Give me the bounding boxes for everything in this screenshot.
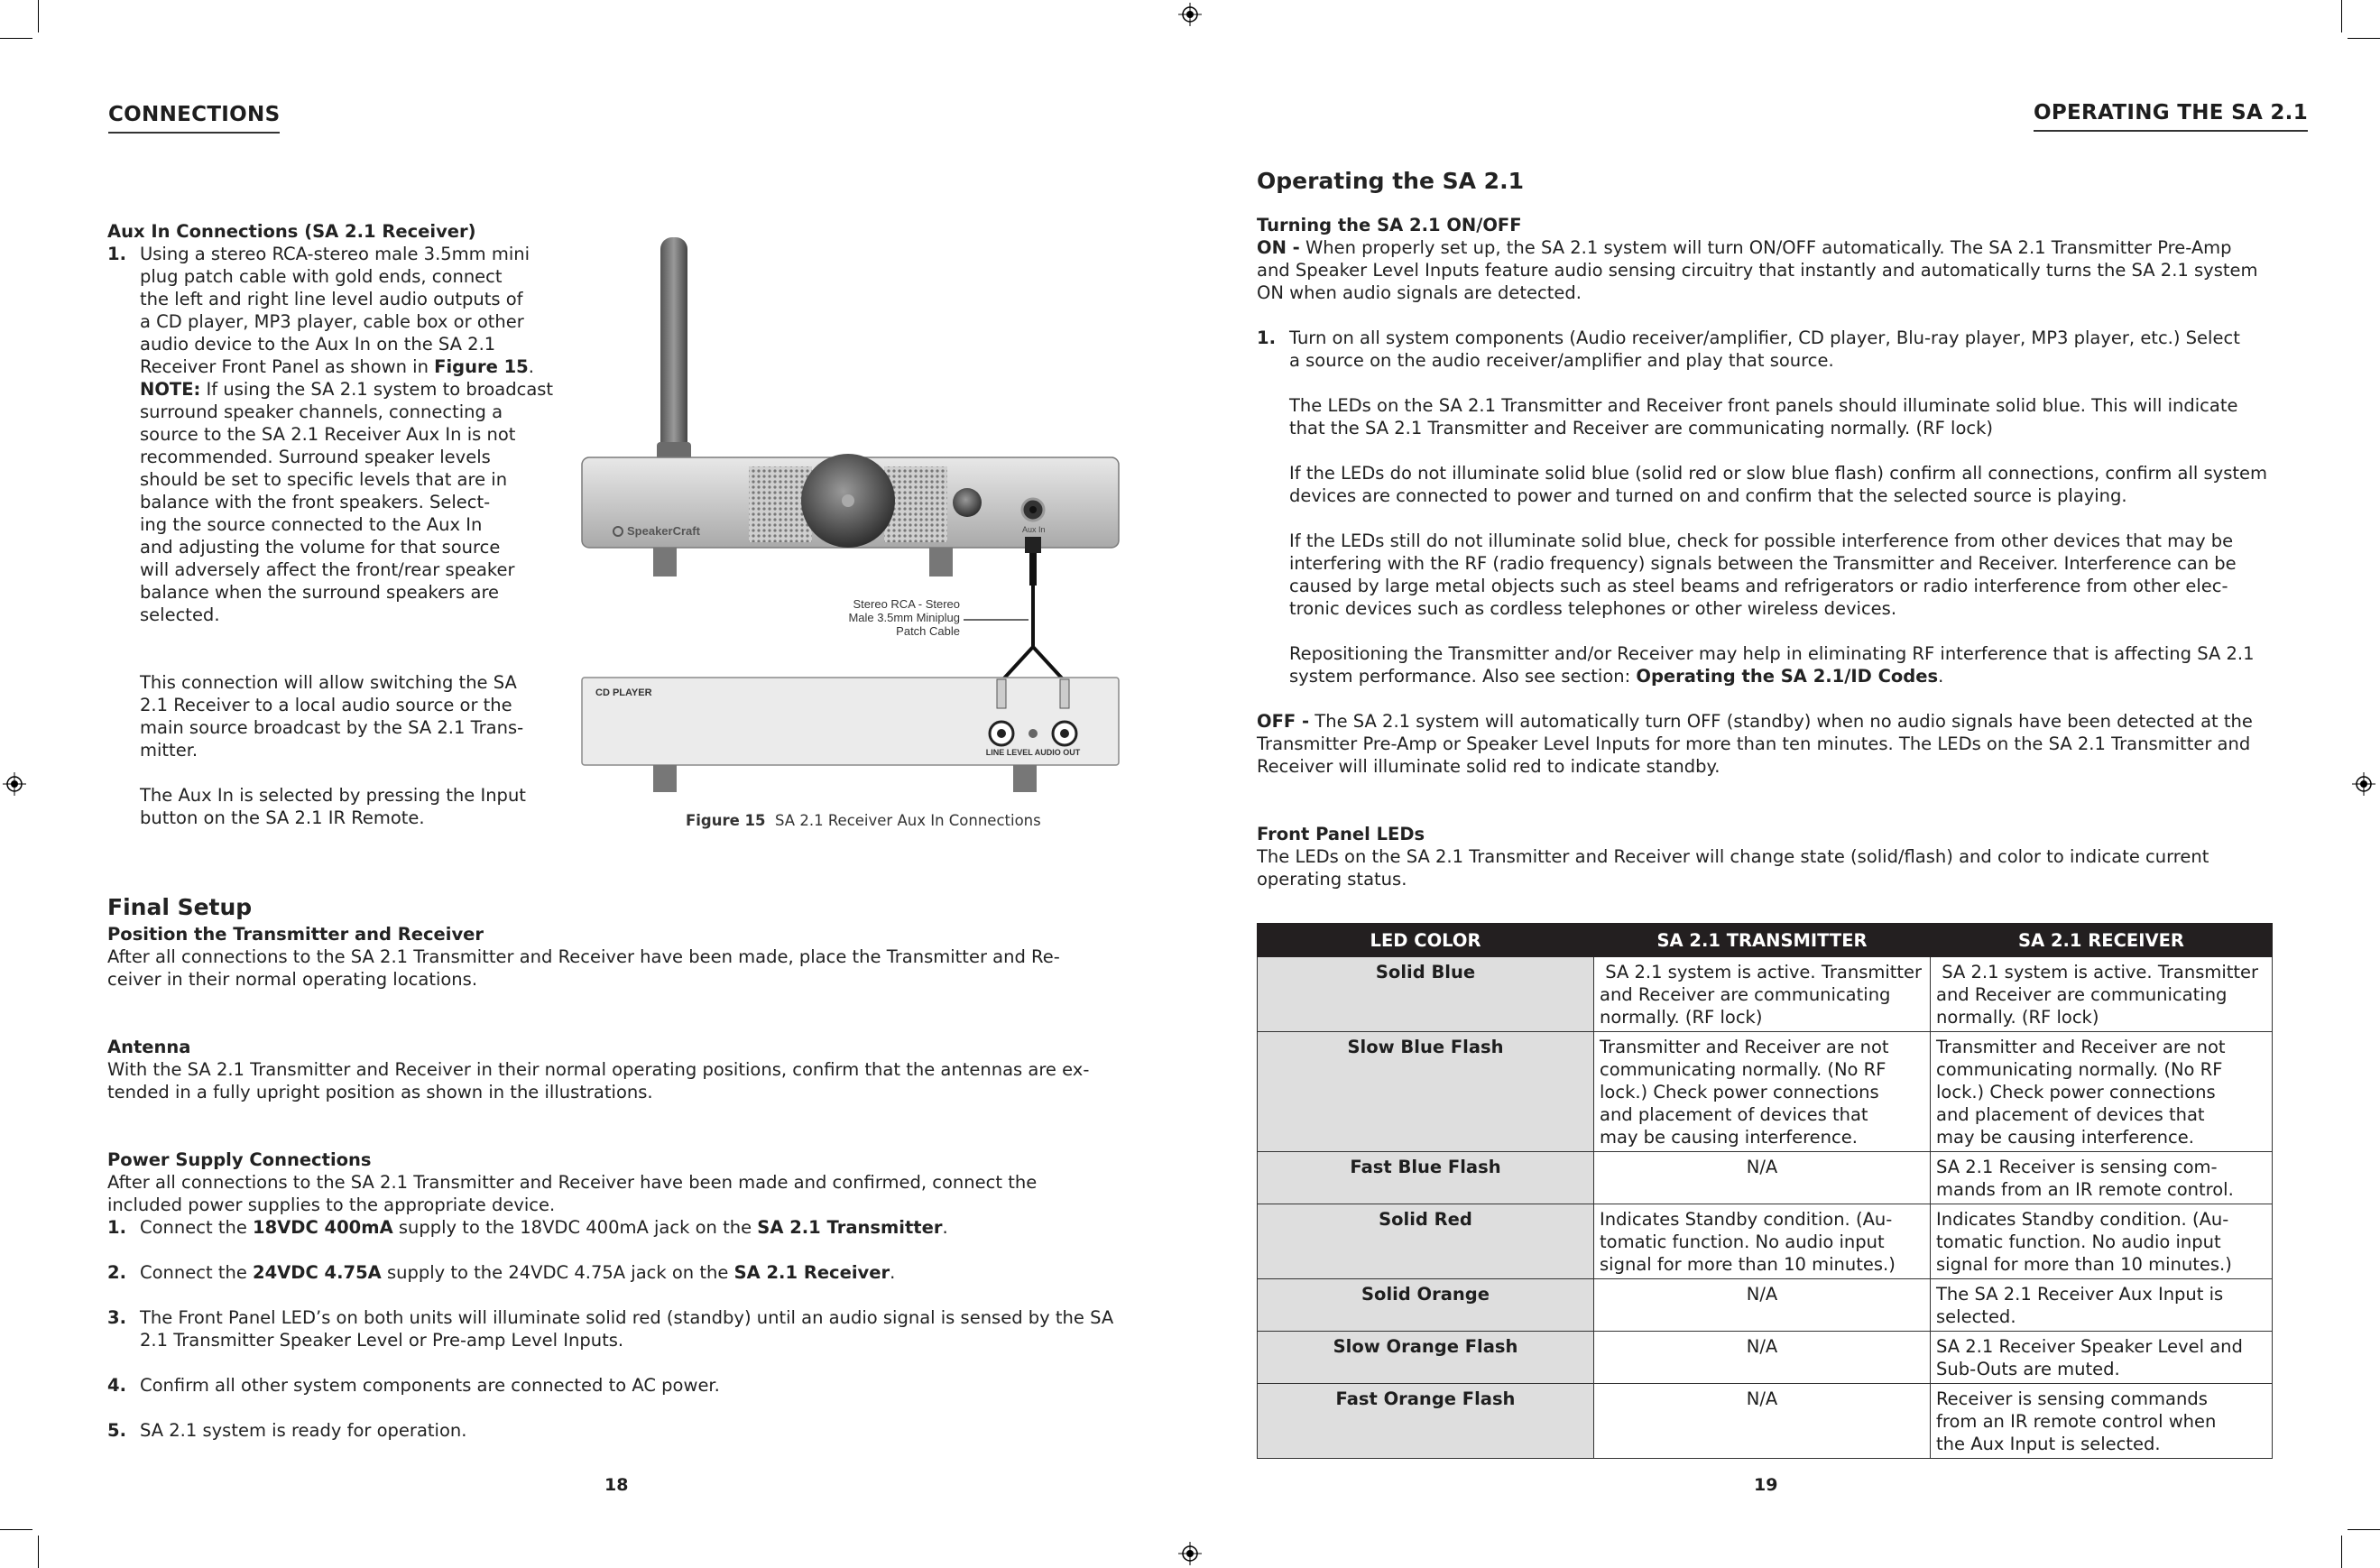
position-heading: Position the Transmitter and Receiver bbox=[107, 924, 484, 945]
text-line: surround speaker channels, connecting a bbox=[140, 401, 503, 422]
cell-line: communicating normally. (No RF bbox=[1600, 1059, 1886, 1080]
antenna-heading: Antenna bbox=[107, 1037, 191, 1057]
crop-mark bbox=[38, 1536, 39, 1568]
cell-line: SA 2.1 system is active. Transmitter bbox=[1936, 962, 2259, 982]
registration-mark-icon bbox=[3, 772, 26, 796]
receiver-cell bbox=[1931, 1384, 2273, 1459]
table-row bbox=[1258, 1332, 2273, 1384]
power-step-3 bbox=[107, 1306, 1127, 1351]
text-line: balance with the front speakers. Select- bbox=[140, 492, 491, 512]
table-row bbox=[1258, 1384, 2273, 1459]
cell-line: and Receiver are communicating bbox=[1600, 984, 1891, 1005]
power-step-5 bbox=[107, 1419, 1127, 1442]
text-line: Turn on all system components (Audio receiver/amplifier, CD player, Blu-ray player, MP3 player, etc.) Select bbox=[1289, 327, 2240, 348]
brand-logo: SpeakerCraft bbox=[627, 524, 700, 538]
crop-mark bbox=[0, 1529, 32, 1530]
table-header-row bbox=[1258, 924, 2273, 957]
crop-mark bbox=[38, 0, 39, 32]
power-step-1 bbox=[107, 1216, 1127, 1239]
text-line: recommended. Surround speaker levels bbox=[140, 447, 491, 467]
cell-line: Indicates Standby condition. (Au- bbox=[1936, 1209, 2229, 1230]
figure-label: Figure 15 bbox=[686, 812, 766, 829]
registration-mark-icon bbox=[1178, 3, 1202, 26]
led-color-cell: Solid Orange bbox=[1258, 1279, 1594, 1332]
cell-line: communicating normally. (No RF bbox=[1936, 1059, 2223, 1080]
cell-line: normally. (RF lock) bbox=[1936, 1007, 2099, 1028]
text-run: SA 2.1 system is ready for operation. bbox=[140, 1420, 467, 1441]
figure-reference: Figure 15 bbox=[434, 356, 529, 377]
text-run: Connect the bbox=[140, 1217, 254, 1238]
step-number: 1. bbox=[107, 1217, 126, 1238]
transmitter-cell bbox=[1594, 1152, 1931, 1204]
section-header-operating: OPERATING THE SA 2.1 bbox=[2034, 101, 2308, 132]
aux-in-heading: Aux In Connections (SA 2.1 Receiver) bbox=[107, 221, 476, 242]
text-line: If the LEDs still do not illuminate solid blue, check for possible interference from other devices that may be bbox=[1289, 530, 2234, 551]
led-color-cell: Solid Blue bbox=[1258, 957, 1594, 1032]
text-line: the left and right line level audio outputs of bbox=[140, 289, 523, 309]
table-row bbox=[1258, 1279, 2273, 1332]
step-number: 1. bbox=[1257, 327, 1276, 348]
led-status-table bbox=[1257, 923, 2273, 1459]
aux-in-step-1 bbox=[107, 243, 558, 829]
registration-mark-icon bbox=[2352, 772, 2375, 796]
text-run: The SA 2.1 system will automatically turn OFF (standby) when no audio signals have been detected at the bbox=[1309, 711, 2253, 732]
text-run: supply to the 18VDC 400mA jack on the bbox=[392, 1217, 758, 1238]
off-label: OFF - bbox=[1257, 711, 1310, 732]
table-row bbox=[1258, 1204, 2273, 1279]
transmitter-cell bbox=[1594, 1332, 1931, 1384]
text-run: . bbox=[528, 356, 534, 377]
text-line: The Aux In is selected by pressing the Input bbox=[140, 785, 526, 806]
text-line: interfering with the RF (radio frequency) signals between the Transmitter and Receiver. Interference can be bbox=[1289, 553, 2237, 574]
power-supply-heading: Power Supply Connections bbox=[107, 1149, 372, 1170]
cell-line: may be causing interference. bbox=[1600, 1127, 1858, 1148]
cell-line: lock.) Check power connections bbox=[1936, 1082, 2216, 1102]
text-line: The LEDs on the SA 2.1 Transmitter and Receiver front panels should illuminate solid blue. This will indicate bbox=[1289, 395, 2238, 416]
transmitter-cell bbox=[1594, 1032, 1931, 1152]
step-number: 4. bbox=[107, 1375, 126, 1396]
cell-line: Receiver is sensing commands bbox=[1936, 1388, 2208, 1409]
text-bold: 24VDC 4.75A bbox=[253, 1262, 382, 1283]
text-line: balance when the surround speakers are bbox=[140, 582, 500, 603]
cell-line: may be causing interference. bbox=[1936, 1127, 2194, 1148]
text-run: Connect the bbox=[140, 1262, 254, 1283]
cell-line: and Receiver are communicating bbox=[1936, 984, 2228, 1005]
text-line: and adjusting the volume for that source bbox=[140, 537, 501, 558]
patch-cable bbox=[1001, 586, 1065, 681]
text-bold: SA 2.1 Transmitter bbox=[757, 1217, 943, 1238]
cable-label: Stereo RCA - Stereo bbox=[853, 597, 960, 611]
cell-line: tomatic function. No audio input bbox=[1600, 1231, 1885, 1252]
text-line bbox=[1257, 236, 2285, 259]
onoff-heading: Turning the SA 2.1 ON/OFF bbox=[1257, 215, 1522, 235]
crop-mark bbox=[2348, 1529, 2380, 1530]
text-line: that the SA 2.1 Transmitter and Receiver are communicating normally. (RF lock) bbox=[1289, 418, 1993, 438]
text-line: tended in a fully upright position as shown in the illustrations. bbox=[107, 1082, 653, 1102]
text-run: If using the SA 2.1 system to broadcast bbox=[200, 379, 554, 400]
table-row bbox=[1258, 1032, 2273, 1152]
text-line: selected. bbox=[140, 604, 220, 625]
table-row bbox=[1258, 957, 2273, 1032]
text-bold: 18VDC 400mA bbox=[253, 1217, 393, 1238]
text-line: The LEDs on the SA 2.1 Transmitter and Receiver will change state (solid/flash) and color to indicate current bbox=[1257, 846, 2209, 867]
text-run: . bbox=[942, 1217, 948, 1238]
receiver-cell bbox=[1931, 1204, 2273, 1279]
cell-line: The SA 2.1 Receiver Aux Input is bbox=[1936, 1284, 2224, 1305]
text-line: mitter. bbox=[140, 740, 198, 761]
text-line: This connection will allow switching the SA bbox=[140, 672, 517, 693]
text-line: a source on the audio receiver/amplifier and play that source. bbox=[1289, 350, 1834, 371]
led-color-cell: Fast Orange Flash bbox=[1258, 1384, 1594, 1459]
miniplug-icon bbox=[1025, 537, 1041, 553]
cell-line: and placement of devices that bbox=[1936, 1104, 2205, 1125]
text-line: audio device to the Aux In on the SA 2.1 bbox=[140, 334, 496, 355]
text-line: After all connections to the SA 2.1 Transmitter and Receiver have been made, place the Transmitter and Re- bbox=[107, 946, 1060, 967]
text-line: Receiver will illuminate solid red to indicate standby. bbox=[1257, 756, 1720, 777]
text-line: button on the SA 2.1 IR Remote. bbox=[140, 807, 425, 828]
cell-line: and placement of devices that bbox=[1600, 1104, 1868, 1125]
cell-line: normally. (RF lock) bbox=[1600, 1007, 1763, 1028]
led-color-cell: Slow Blue Flash bbox=[1258, 1032, 1594, 1152]
cell-line: Transmitter and Receiver are not bbox=[1936, 1037, 2226, 1057]
note-label: NOTE: bbox=[140, 379, 201, 400]
led-status-table-wrapper bbox=[1257, 923, 2273, 1459]
power-step-4 bbox=[107, 1374, 1127, 1397]
caption-text: SA 2.1 Receiver Aux In Connections bbox=[775, 812, 1041, 829]
cell-line: from an IR remote control when bbox=[1936, 1411, 2217, 1432]
text-line: operating status. bbox=[1257, 869, 1407, 890]
text-line: main source broadcast by the SA 2.1 Trans- bbox=[140, 717, 524, 738]
crop-mark bbox=[2348, 38, 2380, 39]
transmitter-cell bbox=[1594, 1384, 1931, 1459]
text-line: tronic devices such as cordless telephones or other wireless devices. bbox=[1289, 598, 1897, 619]
final-setup-heading: Final Setup bbox=[107, 894, 253, 920]
text-line: Using a stereo RCA-stereo male 3.5mm mini bbox=[140, 244, 530, 264]
cable-label: Male 3.5mm Miniplug bbox=[848, 611, 960, 624]
cell-line: signal for more than 10 minutes.) bbox=[1936, 1254, 2232, 1275]
cable-label: Patch Cable bbox=[896, 624, 960, 638]
section-header-connections: CONNECTIONS bbox=[108, 103, 280, 134]
cell-line: SA 2.1 system is active. Transmitter bbox=[1600, 962, 1923, 982]
cell-line: N/A bbox=[1746, 1157, 1778, 1177]
column-header: SA 2.1 RECEIVER bbox=[1931, 924, 2273, 957]
text-line: caused by large metal objects such as steel beams and refrigerators or radio interference from other elec- bbox=[1289, 576, 2228, 596]
text-line: 2.1 Transmitter Speaker Level or Pre-amp Level Inputs. bbox=[140, 1330, 624, 1351]
power-step-2 bbox=[107, 1261, 1127, 1284]
cell-line: Sub-Outs are muted. bbox=[1936, 1359, 2120, 1379]
transmitter-cell bbox=[1594, 1204, 1931, 1279]
antenna-icon bbox=[657, 237, 691, 478]
led-color-cell: Slow Orange Flash bbox=[1258, 1332, 1594, 1384]
transmitter-cell bbox=[1594, 957, 1931, 1032]
table-row bbox=[1258, 1152, 2273, 1204]
text-line: ceiver in their normal operating locations. bbox=[107, 969, 478, 990]
text-line: With the SA 2.1 Transmitter and Receiver in their normal operating positions, confirm that the antennas are ex- bbox=[107, 1059, 1090, 1080]
text-line: ON when audio signals are detected. bbox=[1257, 282, 1582, 303]
input-button-icon bbox=[953, 488, 982, 517]
text-line: 2.1 Receiver to a local audio source or the bbox=[140, 695, 512, 715]
text-run: Receiver Front Panel as shown in bbox=[140, 356, 435, 377]
step-number: 2. bbox=[107, 1262, 126, 1283]
cell-line: SA 2.1 Receiver Speaker Level and bbox=[1936, 1336, 2243, 1357]
text-run: . bbox=[890, 1262, 896, 1283]
cd-player-label: CD PLAYER bbox=[595, 687, 652, 698]
front-panel-leds-heading: Front Panel LEDs bbox=[1257, 824, 1425, 844]
final-setup-section bbox=[107, 896, 1127, 1442]
text-run: When properly set up, the SA 2.1 system will turn ON/OFF automatically. The SA 2.1 Transmitter Pre-Amp bbox=[1299, 237, 2232, 258]
text-line bbox=[1257, 710, 2285, 733]
text-line bbox=[140, 378, 558, 401]
cell-line: Transmitter and Receiver are not bbox=[1600, 1037, 1889, 1057]
on-label: ON - bbox=[1257, 237, 1300, 258]
step-number: 5. bbox=[107, 1420, 126, 1441]
text-run: . bbox=[1938, 666, 1944, 687]
crop-mark bbox=[0, 38, 32, 39]
figure-caption bbox=[686, 812, 1041, 829]
cell-line: mands from an IR remote control. bbox=[1936, 1179, 2234, 1200]
cell-line: lock.) Check power connections bbox=[1600, 1082, 1879, 1102]
receiver-cell bbox=[1931, 1279, 2273, 1332]
text-line bbox=[1289, 665, 2285, 687]
figure-15-illustration bbox=[577, 230, 1137, 807]
section-reference: Operating the SA 2.1/ID Codes bbox=[1636, 666, 1939, 687]
line-level-label: LINE LEVEL AUDIO OUT bbox=[985, 748, 1081, 757]
crop-mark bbox=[2341, 0, 2342, 32]
text-bold: SA 2.1 Receiver bbox=[733, 1262, 890, 1283]
page-number: 19 bbox=[1754, 1475, 1778, 1495]
crop-mark bbox=[2341, 1536, 2342, 1568]
text-line: and Speaker Level Inputs feature audio sensing circuitry that instantly and automatically turns the SA 2.1 system bbox=[1257, 260, 2258, 281]
text-run: Confirm all other system components are connected to AC power. bbox=[140, 1375, 720, 1396]
cell-line: N/A bbox=[1746, 1284, 1778, 1305]
cell-line: selected. bbox=[1936, 1306, 2016, 1327]
cell-line: the Aux Input is selected. bbox=[1936, 1434, 2161, 1454]
text-line: Repositioning the Transmitter and/or Receiver may help in eliminating RF interference that is affecting SA 2.1 bbox=[1289, 643, 2255, 664]
text-line: source to the SA 2.1 Receiver Aux In is not bbox=[140, 424, 516, 445]
text-line: included power supplies to the appropriate device. bbox=[107, 1194, 556, 1215]
cell-line: Indicates Standby condition. (Au- bbox=[1600, 1209, 1893, 1230]
text-line: will adversely affect the front/rear speaker bbox=[140, 559, 515, 580]
registration-mark-icon bbox=[1178, 1542, 1202, 1565]
operating-section bbox=[1257, 170, 2285, 890]
text-run: supply to the 24VDC 4.75A jack on the bbox=[381, 1262, 734, 1283]
text-line: should be set to specific levels that are in bbox=[140, 469, 508, 490]
text-line bbox=[140, 355, 558, 378]
transmitter-cell bbox=[1594, 1279, 1931, 1332]
text-line: ing the source connected to the Aux In bbox=[140, 514, 483, 535]
cell-line: N/A bbox=[1746, 1336, 1778, 1357]
step-number: 1. bbox=[107, 244, 126, 264]
cell-line: tomatic function. No audio input bbox=[1936, 1231, 2221, 1252]
receiver-cell bbox=[1931, 1032, 2273, 1152]
text-line: plug patch cable with gold ends, connect bbox=[140, 266, 503, 287]
operating-step-1 bbox=[1257, 327, 2285, 687]
text-line: Transmitter Pre-Amp or Speaker Level Inputs for more than ten minutes. The LEDs on the SA 2.1 Transmitter and bbox=[1257, 733, 2251, 754]
cell-line: N/A bbox=[1746, 1388, 1778, 1409]
text-line: devices are connected to power and turned on and confirm that the selected source is playing. bbox=[1289, 485, 2127, 506]
receiver-cell bbox=[1931, 1332, 2273, 1384]
led-color-cell: Solid Red bbox=[1258, 1204, 1594, 1279]
text-run: system performance. Also see section: bbox=[1289, 666, 1637, 687]
text-line: The Front Panel LED’s on both units will illuminate solid red (standby) until an audio signal is sensed by the SA bbox=[140, 1307, 1114, 1328]
aux-in-section bbox=[107, 220, 558, 829]
text-line: After all connections to the SA 2.1 Transmitter and Receiver have been made and confirmed, connect the bbox=[107, 1172, 1038, 1193]
receiver-cell bbox=[1931, 1152, 2273, 1204]
aux-in-label: Aux In bbox=[1022, 525, 1046, 534]
receiver-cell bbox=[1931, 957, 2273, 1032]
column-header: SA 2.1 TRANSMITTER bbox=[1594, 924, 1931, 957]
cell-line: SA 2.1 Receiver is sensing com- bbox=[1936, 1157, 2218, 1177]
text-line: If the LEDs do not illuminate solid blue (solid red or slow blue flash) confirm all connections, confirm all system bbox=[1289, 463, 2268, 484]
column-header: LED COLOR bbox=[1258, 924, 1594, 957]
step-number: 3. bbox=[107, 1307, 126, 1328]
operating-title: Operating the SA 2.1 bbox=[1257, 168, 1524, 194]
page-number: 18 bbox=[604, 1475, 629, 1495]
text-line: a CD player, MP3 player, cable box or other bbox=[140, 311, 524, 332]
cell-line: signal for more than 10 minutes.) bbox=[1600, 1254, 1896, 1275]
led-color-cell: Fast Blue Flash bbox=[1258, 1152, 1594, 1204]
